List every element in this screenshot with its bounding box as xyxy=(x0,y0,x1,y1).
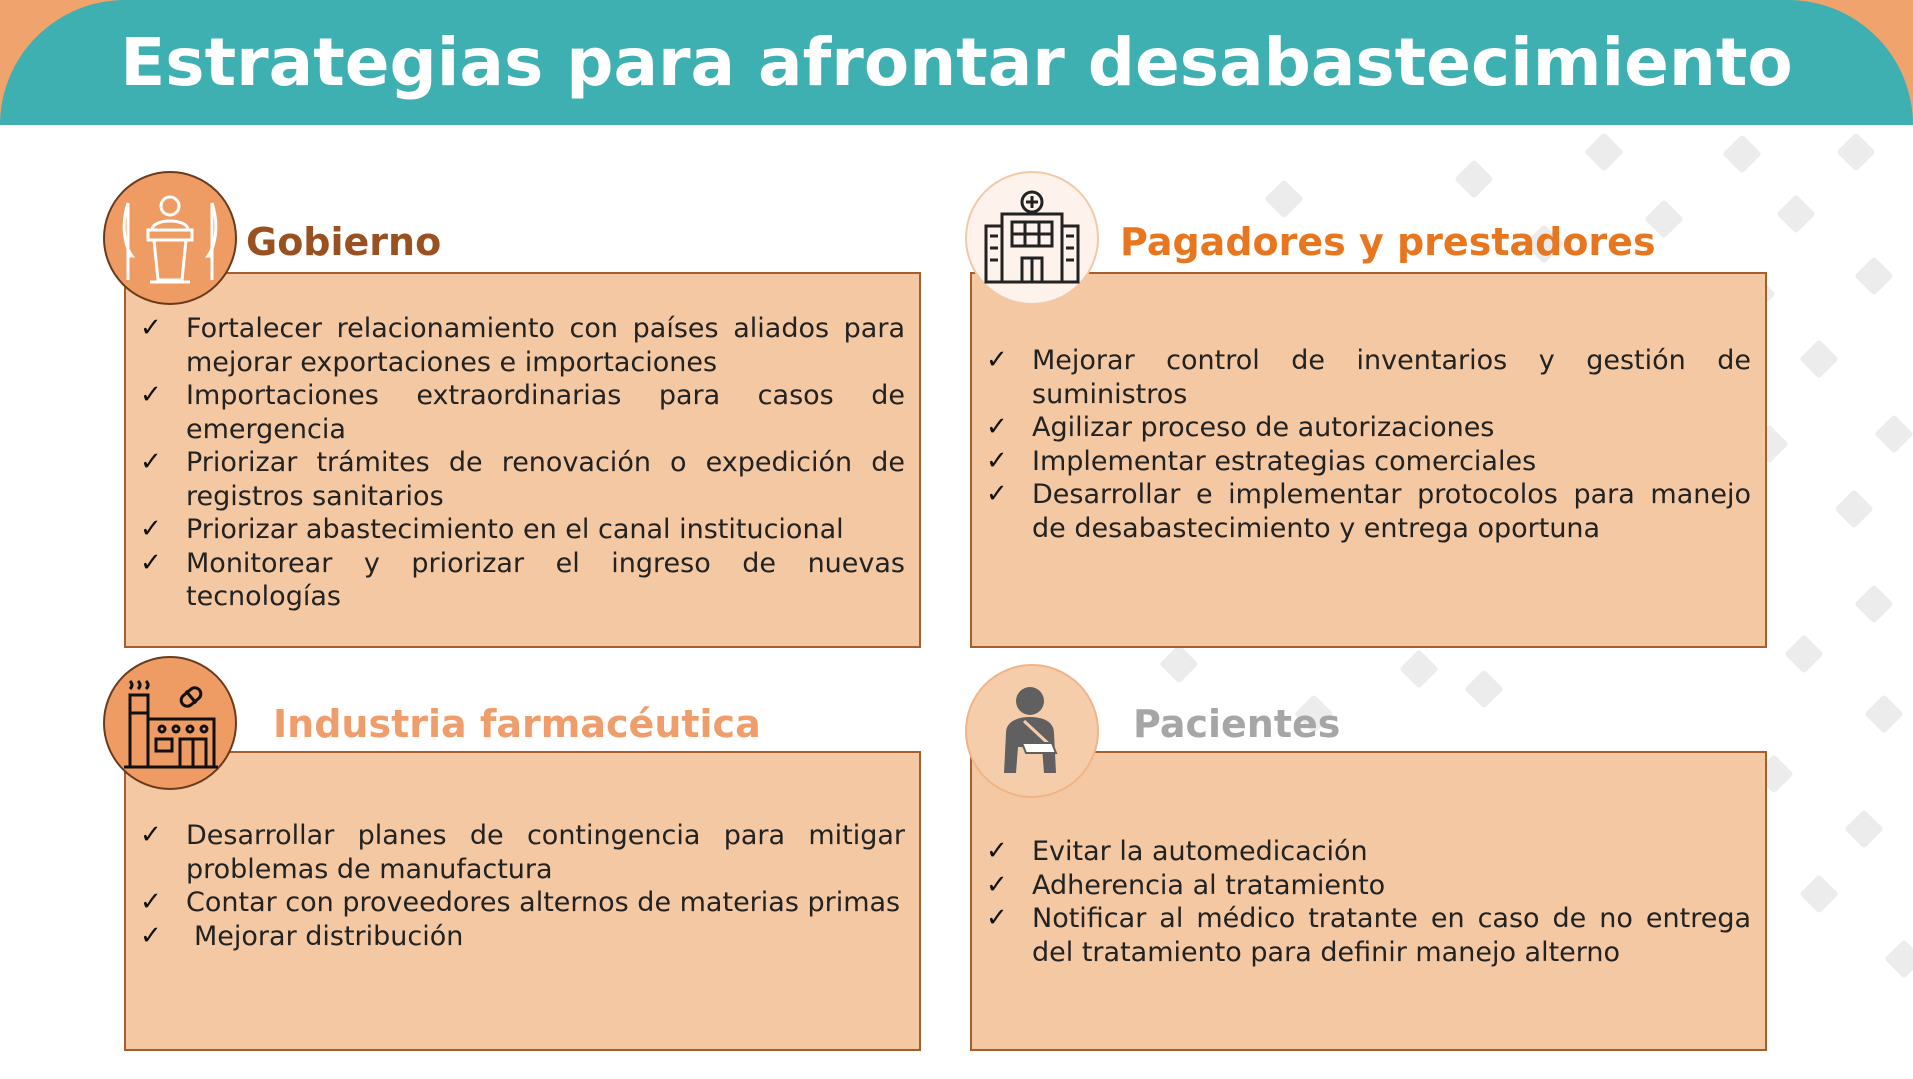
list-item: ✓ Priorizar abastecimiento en el canal institucional xyxy=(140,514,844,545)
pagadores-panel xyxy=(970,272,1767,648)
pacientes-list xyxy=(972,835,1765,969)
pacientes-panel xyxy=(970,751,1767,1051)
check-icon: ✓ xyxy=(140,547,162,578)
list-item: ✓ Desarrollar e implementar protocolos para manejo de desabastecimiento y entrega oportuna xyxy=(986,479,1751,544)
check-icon: ✓ xyxy=(986,345,1008,375)
list-item: ✓ Adherencia al tratamiento xyxy=(986,869,1386,901)
check-icon: ✓ xyxy=(986,869,1008,900)
industria-list xyxy=(126,819,919,953)
gobierno-panel xyxy=(124,272,921,648)
list-item: ✓ Monitorear y priorizar el ingreso de nuevas tecnologías xyxy=(140,547,905,612)
pagadores-list xyxy=(972,344,1765,545)
check-icon: ✓ xyxy=(140,920,162,951)
pacientes-heading: Pacientes xyxy=(1133,702,1341,746)
list-item: ✓ Priorizar trámites de renovación o expedición de registros sanitarios xyxy=(140,447,905,512)
list-item: ✓ Evitar la automedicación xyxy=(986,836,1368,867)
factory-pill-icon xyxy=(103,656,237,790)
check-icon: ✓ xyxy=(140,820,162,850)
check-icon: ✓ xyxy=(986,412,1008,442)
page-title: Estrategias para afrontar desabastecimiento xyxy=(120,24,1793,101)
list-item: ✓ Mejorar control de inventarios y gestión de suministros xyxy=(986,345,1751,410)
industria-panel xyxy=(124,751,921,1051)
list-item: ✓ Fortalecer relacionamiento con países aliados para mejorar exportaciones e importaciones xyxy=(140,313,905,378)
list-item: ✓ Desarrollar planes de contingencia para mitigar problemas de manufactura xyxy=(140,820,905,885)
check-icon: ✓ xyxy=(140,313,162,343)
list-item: ✓ Contar con proveedores alternos de materias primas xyxy=(140,887,901,918)
check-icon: ✓ xyxy=(140,514,162,544)
check-icon: ✓ xyxy=(140,887,162,917)
check-icon: ✓ xyxy=(986,836,1008,866)
list-item: ✓ Notificar al médico tratante en caso de no entrega del tratamiento para definir manejo alterno xyxy=(986,903,1751,968)
check-icon: ✓ xyxy=(140,447,162,477)
list-item: ✓ Agilizar proceso de autorizaciones xyxy=(986,412,1495,443)
check-icon: ✓ xyxy=(986,479,1008,509)
industria-heading: Industria farmacéutica xyxy=(273,702,761,746)
gobierno-heading: Gobierno xyxy=(246,220,442,264)
podium-speaker-icon xyxy=(103,171,237,305)
list-item: ✓ Mejorar distribución xyxy=(140,920,464,952)
hospital-building-icon xyxy=(965,171,1099,305)
check-icon: ✓ xyxy=(986,903,1008,933)
pagadores-heading: Pagadores y prestadores xyxy=(1120,220,1656,264)
list-item: ✓ Importaciones extraordinarias para casos de emergencia xyxy=(140,380,905,445)
gobierno-list xyxy=(126,312,919,614)
list-item: ✓ Implementar estrategias comerciales xyxy=(986,445,1537,477)
check-icon: ✓ xyxy=(140,380,162,410)
check-icon: ✓ xyxy=(986,445,1008,476)
patient-arm-sling-icon xyxy=(965,664,1099,798)
